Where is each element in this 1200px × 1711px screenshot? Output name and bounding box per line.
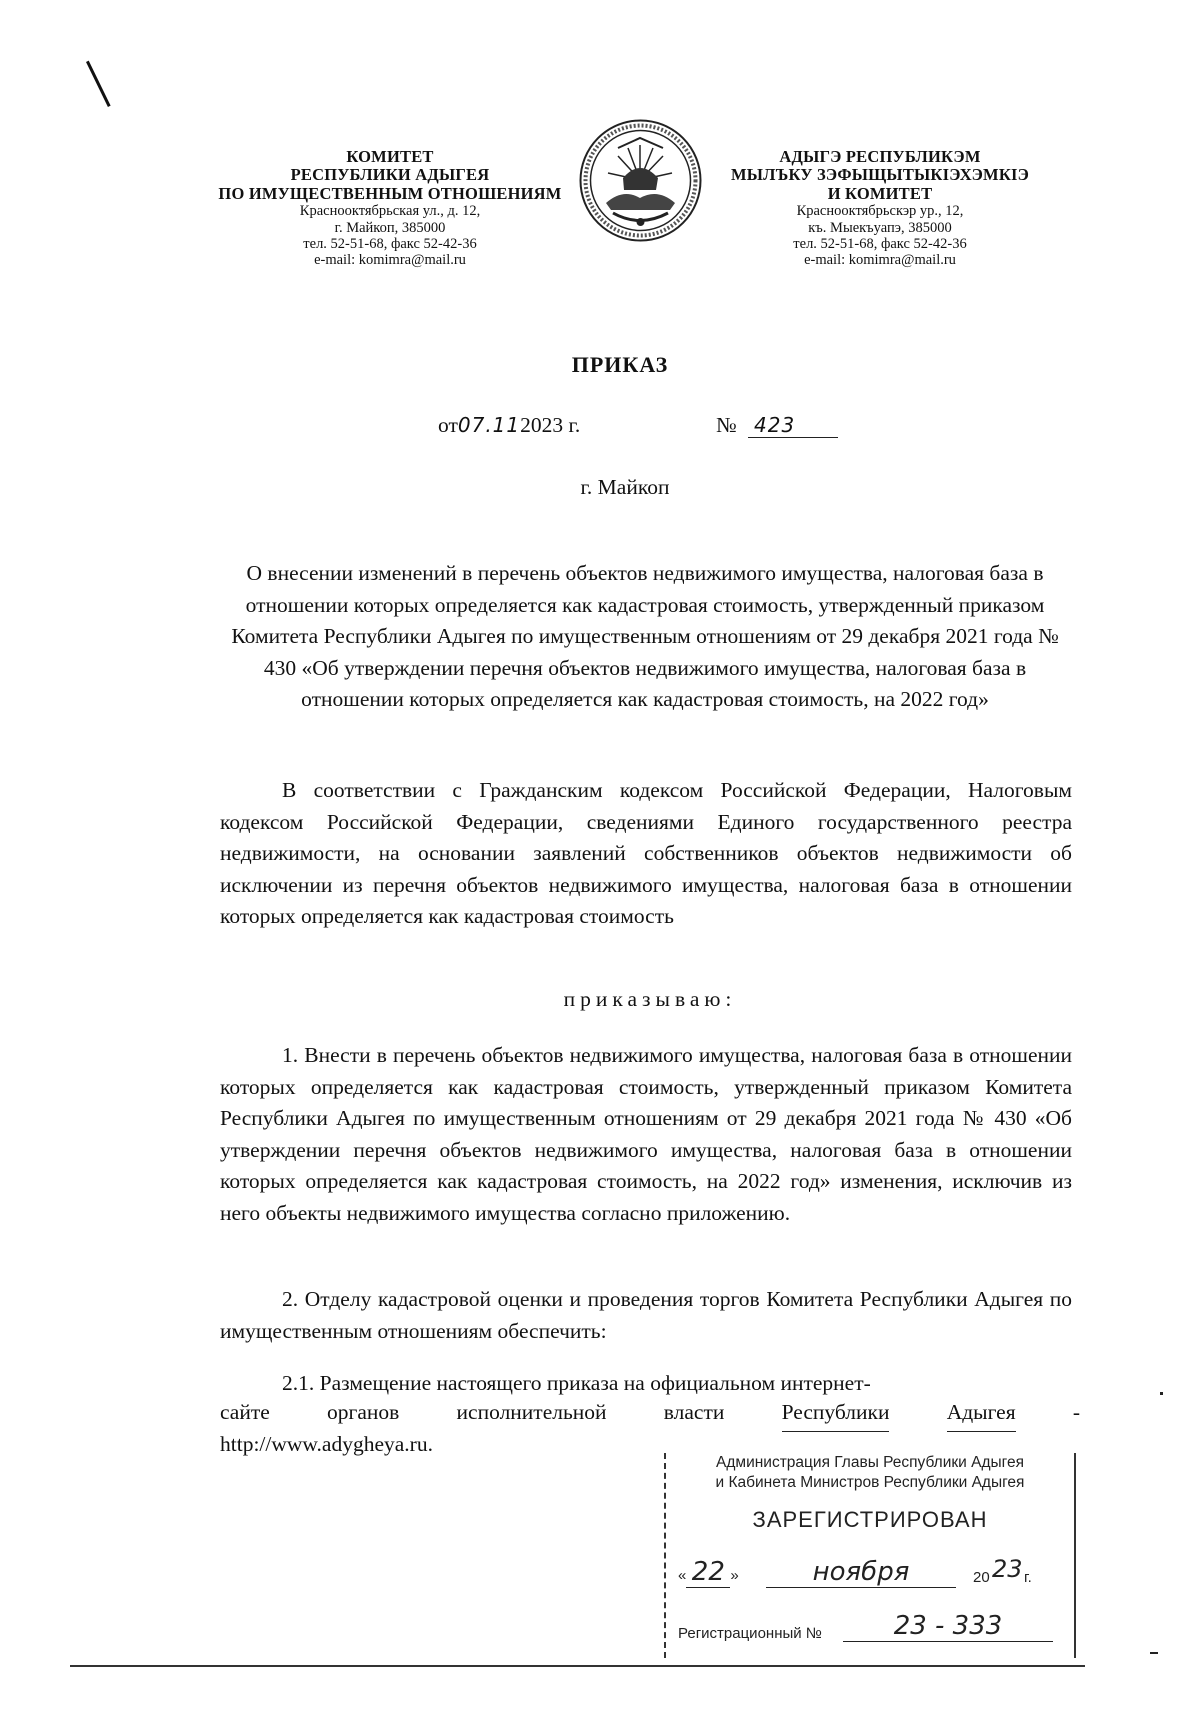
document-subject: О внесении изменений в перечень объектов недвижимого имущества, налоговая база в отношении которых определяется как кадастровая стоимость, утвержденный приказом Комитета Республики Адыгея по имущественным отношениям от 29 декабря 2021 года № 430 «Об утверждении перечня объектов недвижимого имущества, налоговая база в отношении которых определяется как кадастровая стоимость, на 2022 год»: [231, 561, 1059, 712]
date-prefix: от: [438, 413, 458, 437]
item2-1-w5: Республики: [782, 1400, 890, 1432]
header-right: [720, 148, 1040, 268]
stamp-year-prefix: 20: [973, 1569, 990, 1586]
stamp-year-suffix: 23: [992, 1555, 1023, 1583]
item2-1-w1: сайте: [220, 1400, 270, 1424]
preamble-text: В соответствии с Гражданским кодексом Российской Федерации, Налоговым кодексом Российской Федерации, сведениями Единого государственного реестра недвижимости, на основании заявлений собственников объектов недвижимости об исключении из перечня объектов недвижимого имущества, налоговая база в отношении которых определяется как кадастровая стоимость: [220, 778, 1072, 929]
item2-1-w7: -: [1072, 1400, 1080, 1424]
stamp-line1: Администрация Главы Республики Адыгея: [716, 1454, 1024, 1471]
item2-paragraph: [220, 1284, 1072, 1347]
stamp-line2: и Кабинета Министров Республики Адыгея: [715, 1474, 1025, 1491]
header-left-line3: ПО ИМУЩЕСТВЕННЫМ ОТНОШЕНИЯМ: [218, 183, 562, 203]
item2-1-w6: Адыгея: [947, 1400, 1016, 1432]
document-title: ПРИКАЗ: [571, 352, 669, 377]
stamp-reg-number: 23 - 333: [843, 1611, 1053, 1642]
item2-1-line2: [220, 1400, 1080, 1432]
item2-1-w4: власти: [663, 1400, 725, 1424]
stamp-day-open: «: [678, 1567, 687, 1584]
item1-text: 1. Внести в перечень объектов недвижимого имущества, налоговая база в отношении которых определяется как кадастровая стоимость, утвержденный приказом Комитета Республики Адыгея по имущественным отношениям от 29 декабря 2021 года № 430 «Об утверждении перечня объектов недвижимого имущества, налоговая база в отношении которых определяется как кадастровая стоимость, на 2022 год» изменения, исключив из него объекты недвижимого имущества согласно приложению.: [220, 1043, 1072, 1225]
number-handwritten: 423: [748, 413, 838, 438]
item2-1-line1: [220, 1368, 1072, 1400]
scan-dot: [1160, 1392, 1163, 1395]
registration-stamp: [664, 1453, 1076, 1658]
stamp-month: ноября: [766, 1557, 956, 1588]
decree-word: приказываю:: [563, 987, 737, 1011]
item2-1-w3: исполнительной: [456, 1400, 607, 1424]
date-handwritten: 07.11: [457, 413, 521, 437]
stamp-registered: ЗАРЕГИСТРИРОВАН: [752, 1507, 988, 1532]
scan-dot: [1150, 1652, 1158, 1654]
scan-mark: [86, 61, 111, 107]
number-prefix: №: [716, 413, 737, 437]
header-left-phone: тел. 52-51-68, факс 52-42-36: [303, 235, 477, 252]
adygea-emblem-icon: [578, 118, 703, 243]
header-left: [200, 148, 580, 268]
header-right-email: e-mail: komimra@mail.ru: [804, 252, 956, 269]
date-suffix: 2023 г.: [520, 413, 581, 437]
stamp-reg-label: Регистрационный №: [678, 1625, 822, 1642]
header-right-line2: МЫЛЪКУ ЗЭФЫЩЫТЫКІЭХЭМКІЭ: [730, 165, 1030, 185]
header-left-line2: РЕСПУБЛИКИ АДЫГЕЯ: [290, 165, 490, 185]
header-right-line1: АДЫГЭ РЕСПУБЛИКЭМ: [779, 147, 981, 166]
preamble-paragraph: [220, 775, 1072, 933]
stamp-reg-row: [678, 1611, 1068, 1651]
header-right-address2: къ. Мыекъуапэ, 385000: [808, 219, 952, 236]
item1-paragraph: [220, 1040, 1072, 1230]
header-left-address2: г. Майкоп, 385000: [334, 219, 446, 236]
header-left-email: e-mail: komimra@mail.ru: [314, 252, 466, 269]
item2-1-line1-text: 2.1. Размещение настоящего приказа на официальном интернет-: [282, 1371, 871, 1395]
stamp-date-row: [678, 1557, 1068, 1597]
header-left-line1: КОМИТЕТ: [346, 147, 434, 166]
stamp-year-letter: г.: [1024, 1569, 1032, 1586]
header-left-address1: Краснооктябрьская ул., д. 12,: [299, 203, 481, 220]
website-link[interactable]: http://www.adygheya.ru.: [220, 1432, 433, 1456]
bottom-rule: [70, 1665, 1085, 1667]
stamp-day: 22: [686, 1557, 730, 1588]
item2-1-w2: органов: [327, 1400, 400, 1424]
city: г. Майкоп: [580, 475, 670, 499]
date-number-line: [438, 413, 858, 447]
item2-text: 2. Отделу кадастровой оценки и проведения торгов Комитета Республики Адыгея по имущественным отношениям обеспечить:: [220, 1287, 1072, 1343]
stamp-day-close: »: [730, 1567, 739, 1584]
header-right-line3: И КОМИТЕТ: [827, 183, 933, 203]
header-right-address1: Краснооктябрьскэр ур., 12,: [796, 203, 964, 220]
header-right-phone: тел. 52-51-68, факс 52-42-36: [793, 235, 967, 252]
